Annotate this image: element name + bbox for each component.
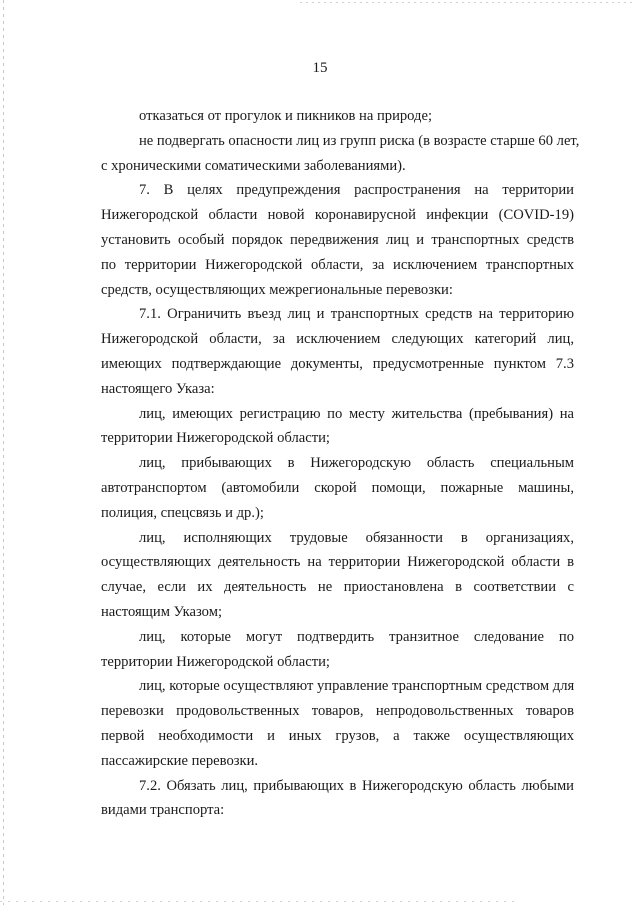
- text-line: по территории Нижегородской области, за исключением транспортных: [101, 256, 574, 273]
- text-line: автотранспортом (автомобили скорой помощи, пожарные машины,: [101, 479, 574, 496]
- text-line: лиц, которые осуществляют управление транспортным средством для: [139, 678, 575, 695]
- document-body: [101, 104, 580, 823]
- text-line: осуществляющих деятельность на территории Нижегородской области в: [101, 554, 574, 571]
- text-line: отказаться от прогулок и пикников на природе;: [139, 108, 433, 124]
- text-line: имеющих подтверждающие документы, предусмотренные пунктом 7.3: [101, 355, 574, 372]
- text-line: перевозки продовольственных товаров, непродовольственных товаров: [101, 703, 574, 720]
- text-line: Нижегородской области новой коронавирусной инфекции (COVID-19): [101, 207, 574, 224]
- text-line: установить особый порядок передвижения лиц и транспортных средств: [101, 231, 574, 248]
- page-number: 15: [312, 60, 328, 76]
- scan-bottom-edge: [0, 901, 520, 902]
- text-line: Нижегородской области, за исключением следующих категорий лиц,: [101, 331, 574, 348]
- text-line: настоящим Указом;: [101, 603, 222, 620]
- text-line: пассажирские перевозки.: [101, 752, 259, 769]
- text-line: не подвергать опасности лиц из групп риска (в возрасте старше 60 лет,: [139, 132, 580, 149]
- scan-top-edge: [300, 2, 635, 3]
- text-line: лиц, которые могут подтвердить транзитное следование по: [139, 628, 574, 645]
- text-line: 7.2. Обязать лиц, прибывающих в Нижегородскую область любыми: [139, 777, 574, 794]
- text-line: видами транспорта:: [101, 802, 225, 819]
- text-line: территории Нижегородской области;: [101, 430, 330, 447]
- text-line: лиц, прибывающих в Нижегородскую область специальным: [139, 455, 574, 472]
- text-line: полиция, спецсвязь и др.);: [101, 504, 264, 521]
- text-line: лиц, имеющих регистрацию по месту жительства (пребывания) на: [139, 405, 574, 422]
- text-line: с хроническими соматическими заболеваниями).: [101, 157, 406, 174]
- text-line: 7.1. Ограничить въезд лиц и транспортных средств на территорию: [139, 306, 574, 323]
- text-line: лиц, исполняющих трудовые обязанности в организациях,: [139, 529, 574, 546]
- text-line: случае, если их деятельность не приостановлена в соответствии с: [101, 579, 574, 596]
- scan-left-edge: [3, 0, 4, 905]
- text-line: территории Нижегородской области;: [101, 653, 330, 670]
- text-line: первой необходимости и иных грузов, а также осуществляющих: [101, 727, 574, 744]
- text-line: 7. В целях предупреждения распространения на территории: [139, 182, 574, 199]
- text-line: средств, осуществляющих межрегиональные перевозки:: [101, 281, 453, 298]
- text-line: настоящего Указа:: [101, 380, 215, 397]
